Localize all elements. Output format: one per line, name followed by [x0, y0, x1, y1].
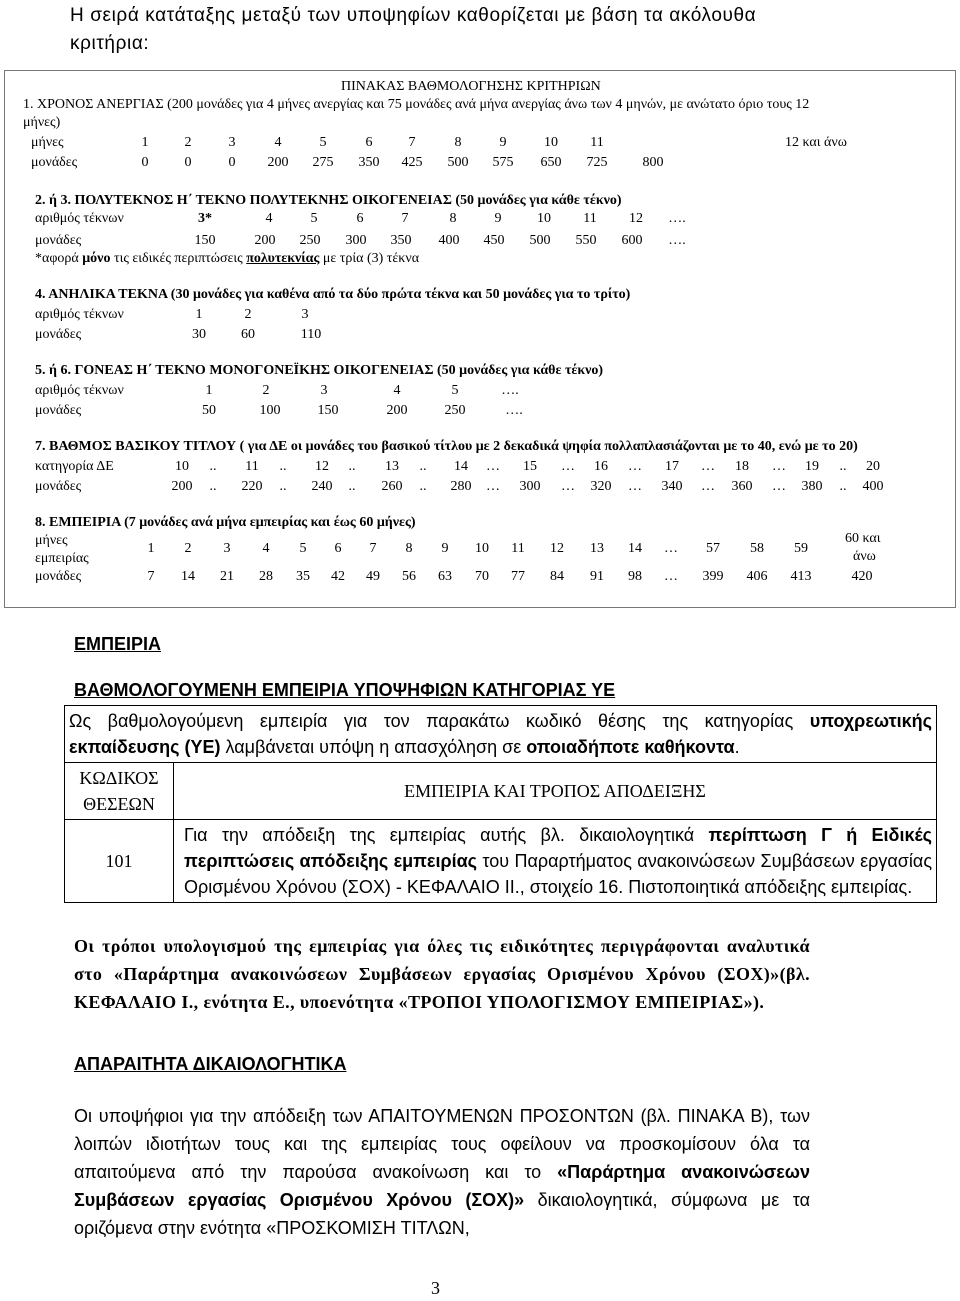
- page-number: 3: [431, 1278, 440, 1298]
- s2r2-cell: 350: [390, 233, 412, 248]
- s2r2-cell: 550: [575, 233, 597, 248]
- s8r2-cell: 42: [331, 569, 345, 584]
- s2r1-cell: 10: [537, 211, 551, 226]
- s7r1-cell: ..: [348, 459, 356, 474]
- s4-row2-label: μονάδες: [35, 327, 82, 342]
- s7r2-cell: …: [486, 479, 500, 494]
- s8r1-cell: 4: [262, 541, 270, 556]
- s7r2-cell: ..: [839, 479, 847, 494]
- s1-heading: 1. ΧΡΟΝΟΣ ΑΝΕΡΓΙΑΣ (200 μονάδες για 4 μήνες ανεργίας και 75 μονάδες ανά μήνα ανεργίας άνω των 4 μηνών, με ανώτατο όριο τους 12: [23, 97, 810, 112]
- s1r2-cell: 0: [184, 155, 192, 170]
- s5r2-cell: ….: [505, 403, 523, 418]
- s1r1-cell: 10: [544, 135, 558, 150]
- s7r1-cell: 13: [385, 459, 399, 474]
- s7r2-cell: 400: [862, 479, 884, 494]
- s8r1-cell: 7: [369, 541, 377, 556]
- s2r2-cell: 450: [483, 233, 505, 248]
- s2r2-cell: 150: [194, 233, 216, 248]
- s7r2-cell: 240: [311, 479, 333, 494]
- s2-row1-label: αριθμός τέκνων: [35, 211, 124, 226]
- s7r1-cell: …: [772, 459, 786, 474]
- s8-row2-label: μονάδες: [35, 569, 82, 584]
- s1r2-cell: 0: [228, 155, 236, 170]
- s4r2-cell: 110: [300, 327, 322, 342]
- s1r2-cell: 500: [447, 155, 469, 170]
- s2-heading: 2. ή 3. ΠΟΛΥΤΕΚΝΟΣ Η΄ ΤΕΚΝΟ ΠΟΛΥΤΕΚΝΗΣ ΟΙΚΟΓΕΝΕΙΑΣ (50 μονάδες για κάθε τέκνο): [35, 193, 622, 208]
- s8r1-cell: …: [664, 541, 678, 556]
- s7r2-cell: 260: [381, 479, 403, 494]
- experience-heading: ΕΜΠΕΙΡΙΑ: [74, 634, 162, 654]
- s5r2-cell: 200: [386, 403, 408, 418]
- s8r2-cell: 49: [366, 569, 380, 584]
- s5r2-cell: 150: [317, 403, 339, 418]
- s7r2-cell: 380: [801, 479, 823, 494]
- s7r1-cell: …: [628, 459, 642, 474]
- s7r1-cell: ..: [839, 459, 847, 474]
- s8r2-cell: 406: [746, 569, 768, 584]
- s8r2-cell: 7: [147, 569, 155, 584]
- s1r1-cell: 2: [184, 135, 192, 150]
- s5-row2-label: μονάδες: [35, 403, 82, 418]
- s4r2-cell: 60: [241, 327, 255, 342]
- s7r2-cell: ..: [348, 479, 356, 494]
- scored-experience-heading: ΒΑΘΜΟΛΟΓΟΥΜΕΝΗ ΕΜΠΕΙΡΙΑ ΥΠΟΨΗΦΙΩΝ ΚΑΤΗΓΟΡΙΑΣ ΥΕ: [74, 680, 616, 700]
- s8r2-cell: 413: [790, 569, 812, 584]
- s8r1-cell: 59: [794, 541, 808, 556]
- s8r1-cell: 58: [750, 541, 764, 556]
- s7-row2-label: μονάδες: [35, 479, 82, 494]
- s1r1-cell: 3: [228, 135, 236, 150]
- s1r1-cell: 7: [408, 135, 416, 150]
- s8r1-cell: 57: [706, 541, 720, 556]
- s8r2-cell: 98: [628, 569, 642, 584]
- criteria-title: ΠΙΝΑΚΑΣ ΒΑΘΜΟΛΟΓΗΣΗΣ ΚΡΙΤΗΡΙΩΝ: [341, 79, 601, 94]
- s8-row1-last: 60 και: [845, 531, 881, 546]
- s7r2-cell: …: [772, 479, 786, 494]
- s1-row1-label: μήνες: [31, 135, 64, 150]
- s2r1-cell: 8: [449, 211, 457, 226]
- s8r2-cell: 77: [511, 569, 525, 584]
- s2r1-cell: ….: [668, 211, 686, 226]
- s1r1-cell: 8: [454, 135, 462, 150]
- s1r2-cell: 800: [642, 155, 664, 170]
- s7r2-cell: ..: [279, 479, 287, 494]
- s7r2-cell: 340: [661, 479, 683, 494]
- s4r2-cell: 30: [192, 327, 206, 342]
- s8r2-cell: 420: [851, 569, 873, 584]
- s1r2-cell: 200: [267, 155, 289, 170]
- calc-paragraph: Οι τρόποι υπολογισμού της εμπειρίας για όλες τις ειδικότητες περιγράφονται αναλυτικά στο «Παράρτημα ανακοινώσεων Συμβάσεων εργασίας Ορισμένου Χρόνου (ΣΟΧ)»(βλ. ΚΕΦΑΛΑΙΟ Ι., ενότητα Ε., υποενότητα «ΤΡΟΠΟΙ ΥΠΟΛΟΓΙΣΜΟΥ ΕΜΠΕΙΡΙΑΣ»).: [74, 936, 810, 1012]
- s2r1-cell: 7: [401, 211, 409, 226]
- s5r1-cell: ….: [501, 383, 519, 398]
- s7r1-cell: …: [486, 459, 500, 474]
- s7r2-cell: 200: [171, 479, 193, 494]
- s1r2-cell: 725: [586, 155, 608, 170]
- s1r1-cell: 4: [274, 135, 282, 150]
- s7r2-cell: …: [628, 479, 642, 494]
- s5-heading: 5. ή 6. ΓΟΝΕΑΣ Η΄ ΤΕΚΝΟ ΜΟΝΟΓΟΝΕΪΚΗΣ ΟΙΚΟΓΕΝΕΙΑΣ (50 μονάδες για κάθε τέκνο): [35, 363, 604, 378]
- s4r1-cell: 1: [195, 307, 203, 322]
- s8-row1-last-2: άνω: [853, 549, 876, 564]
- s8r2-cell: 84: [550, 569, 564, 584]
- s1r1-cell: 6: [365, 135, 373, 150]
- documents-heading: ΑΠΑΡΑΙΤΗΤΑ ΔΙΚΑΙΟΛΟΓΗΤΙΚΑ: [74, 1054, 347, 1074]
- documents-paragraph: Οι υποψήφιοι για την απόδειξη των ΑΠΑΙΤΟΥΜΕΝΩΝ ΠΡΟΣΟΝΤΩΝ (βλ. ΠΙΝΑΚΑ Β), των λοιπών ιδιοτήτων τους και της εμπειρίας τους οφείλουν να προσκομίσουν όλα τα απαιτούμενα από την παρούσα ανακοίνωση και το «Παράρτημα ανακοινώσεων Συμβάσεων εργασίας Ορισμένου Χρόνου (ΣΟΧ)» δικαιολογητικά, σύμφωνα με τα οριζόμενα στην ενότητα «ΠΡΟΣΚΟΜΙΣΗ ΤΙΤΛΩΝ,: [74, 1106, 810, 1238]
- s1r2-cell: 0: [141, 155, 149, 170]
- s7r2-cell: 320: [590, 479, 612, 494]
- s1r2-cell: 650: [540, 155, 562, 170]
- s8r2-cell: 70: [475, 569, 489, 584]
- s1r1-cell: 1: [141, 135, 149, 150]
- s8r1-cell: 11: [511, 541, 525, 556]
- s1-heading-2: μήνες): [23, 115, 61, 130]
- s7r2-cell: …: [701, 479, 715, 494]
- s2r2-cell: 200: [254, 233, 276, 248]
- s2r1-cell: 12: [629, 211, 643, 226]
- s2r1-cell: 11: [583, 211, 597, 226]
- s7r1-cell: 19: [805, 459, 819, 474]
- s8r1-cell: 8: [405, 541, 413, 556]
- s7r1-cell: 14: [454, 459, 468, 474]
- s8r1-cell: 5: [299, 541, 307, 556]
- s5r1-cell: 4: [393, 383, 401, 398]
- s5r2-cell: 250: [444, 403, 466, 418]
- s1-row2-label: μονάδες: [31, 155, 78, 170]
- s2r2-cell: 600: [621, 233, 643, 248]
- s4r1-cell: 3: [301, 307, 309, 322]
- s2r2-cell: 500: [529, 233, 551, 248]
- s5r1-cell: 5: [451, 383, 459, 398]
- s2r2-cell: 250: [299, 233, 321, 248]
- s8r2-cell: …: [664, 569, 678, 584]
- s2r2-cell: ….: [668, 233, 686, 248]
- s1r1-cell: 5: [319, 135, 327, 150]
- s2r1-cell: 3*: [198, 211, 212, 226]
- s7r1-cell: ..: [419, 459, 427, 474]
- s7r1-cell: …: [561, 459, 575, 474]
- s7r1-cell: 12: [315, 459, 329, 474]
- s8r1-cell: 3: [223, 541, 231, 556]
- s4-row1-label: αριθμός τέκνων: [35, 307, 124, 322]
- s8r2-cell: 91: [590, 569, 604, 584]
- s8r1-cell: 13: [590, 541, 604, 556]
- s8r2-cell: 14: [181, 569, 195, 584]
- s8r1-cell: 12: [550, 541, 564, 556]
- s7r1-cell: 10: [175, 459, 189, 474]
- s1r1-cell: 9: [499, 135, 507, 150]
- s4r1-cell: 2: [244, 307, 252, 322]
- s7r1-cell: ..: [209, 459, 217, 474]
- s7r1-cell: 18: [735, 459, 749, 474]
- s5r1-cell: 3: [320, 383, 328, 398]
- s7r2-cell: ..: [209, 479, 217, 494]
- s8r1-cell: 2: [184, 541, 192, 556]
- position-code: 101: [65, 820, 174, 903]
- criteria-box: [4, 70, 956, 608]
- s8r2-cell: 63: [438, 569, 452, 584]
- s1r1-cell: 11: [590, 135, 604, 150]
- s5r2-cell: 100: [259, 403, 281, 418]
- s2-note: *αφορά μόνο τις ειδικές περιπτώσεις πολυτεκνίας με τρία (3) τέκνα: [35, 251, 420, 266]
- s8-row1-label: μήνες: [35, 533, 68, 548]
- s7r2-cell: …: [561, 479, 575, 494]
- s1r2-cell: 575: [492, 155, 514, 170]
- experience-description: Για την απόδειξη της εμπειρίας αυτής βλ. δικαιολογητικά περίπτωση Γ ή Ειδικές περιπτώσεις απόδειξης εμπειρίας του Παραρτήματος ανακοινώσεων Συμβάσεων εργασίας Ορισμένου Χρόνου (ΣΟΧ) - ΚΕΦΑΛΑΙΟ ΙΙ., στοιχείο 16. Πιστοποιητικά απόδειξης εμπειρίας.: [174, 820, 937, 903]
- s5r2-cell: 50: [202, 403, 216, 418]
- s8-heading: 8. ΕΜΠΕΙΡΙΑ (7 μονάδες ανά μήνα εμπειρίας και έως 60 μήνες): [35, 515, 416, 530]
- s4-heading: 4. ΑΝΗΛΙΚΑ ΤΕΚΝΑ (30 μονάδες για καθένα από τα δύο πρώτα τέκνα και 50 μονάδες για το τρίτο): [35, 287, 631, 302]
- intro-text: Η σειρά κατάταξης μεταξύ των υποψηφίων καθορίζεται με βάση τα ακόλουθα κριτήρια:: [70, 5, 757, 54]
- col-code-header: ΚΩΔΙΚΟΣ ΘΕΣΕΩΝ: [65, 763, 174, 820]
- s2r1-cell: 4: [265, 211, 273, 226]
- s2r1-cell: 5: [310, 211, 318, 226]
- s8r1-cell: 10: [475, 541, 489, 556]
- s8r2-cell: 56: [402, 569, 416, 584]
- s8r1-cell: 14: [628, 541, 642, 556]
- s2r2-cell: 400: [438, 233, 460, 248]
- s7r1-cell: 20: [866, 459, 880, 474]
- s7r1-cell: …: [701, 459, 715, 474]
- s1r2-cell: 350: [358, 155, 380, 170]
- s2r1-cell: 6: [356, 211, 364, 226]
- col-experience-header: ΕΜΠΕΙΡΙΑ ΚΑΙ ΤΡΟΠΟΣ ΑΠΟΔΕΙΞΗΣ: [174, 763, 937, 820]
- s7-row1-label: κατηγορία ΔΕ: [35, 459, 114, 474]
- s5r1-cell: 1: [205, 383, 213, 398]
- s5r1-cell: 2: [262, 383, 270, 398]
- s7r2-cell: 360: [731, 479, 753, 494]
- s8-row1-label-2: εμπειρίας: [35, 551, 89, 566]
- s7r2-cell: ..: [419, 479, 427, 494]
- s8r2-cell: 399: [702, 569, 724, 584]
- s7r1-cell: 17: [665, 459, 679, 474]
- experience-table: [64, 705, 937, 903]
- s7r1-cell: 15: [523, 459, 537, 474]
- s7r1-cell: ..: [279, 459, 287, 474]
- s7r2-cell: 280: [450, 479, 472, 494]
- s8r1-cell: 6: [334, 541, 342, 556]
- s1r2-cell: 425: [401, 155, 423, 170]
- s7r2-cell: 300: [519, 479, 541, 494]
- s8r2-cell: 21: [220, 569, 234, 584]
- s2-row2-label: μονάδες: [35, 233, 82, 248]
- exp-intro: Ως βαθμολογούμενη εμπειρία για τον παρακάτω κωδικό θέσης της κατηγορίας υποχρεωτικής εκπαίδευσης (ΥΕ) λαμβάνεται υπόψη η απασχόληση σε οποιαδήποτε καθήκοντα.: [65, 706, 937, 763]
- s2r1-cell: 9: [494, 211, 502, 226]
- s1r2-cell: 275: [312, 155, 334, 170]
- s7r2-cell: 220: [241, 479, 263, 494]
- s7r1-cell: 16: [594, 459, 608, 474]
- s5-row1-label: αριθμός τέκνων: [35, 383, 124, 398]
- s8r1-cell: 9: [441, 541, 449, 556]
- s7-heading: 7. ΒΑΘΜΟΣ ΒΑΣΙΚΟΥ ΤΙΤΛΟΥ ( για ΔΕ οι μονάδες του βασικού τίτλου με 2 δεκαδικά ψηφία πολλαπλασιάζονται με το 40, ενώ με το 20): [35, 439, 858, 454]
- s8r1-cell: 1: [147, 541, 155, 556]
- s7r1-cell: 11: [245, 459, 259, 474]
- s8r2-cell: 35: [296, 569, 310, 584]
- s2r2-cell: 300: [345, 233, 367, 248]
- s8r2-cell: 28: [259, 569, 273, 584]
- s1r1-cell: 12 και άνω: [785, 135, 847, 150]
